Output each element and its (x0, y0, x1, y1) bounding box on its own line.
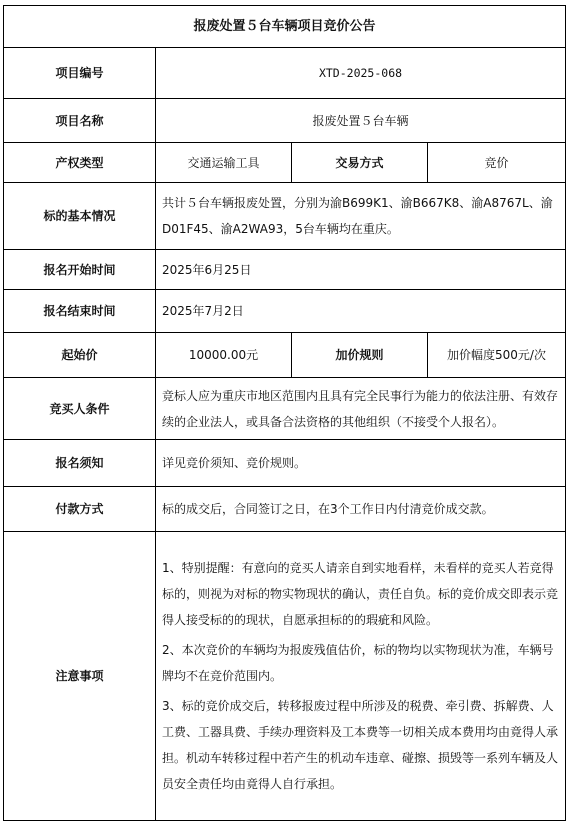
project-no-value: XTD-2025-068 (156, 48, 566, 99)
bid-rule-label: 加价规则 (292, 333, 428, 378)
payment-label: 付款方式 (4, 487, 156, 532)
basic-info-value: 共计５台车辆报废处置，分别为渝B699K1、渝B667K8、渝A8767L、渝D01F45、渝A2WA93，5台车辆均在重庆。 (156, 183, 566, 250)
register-notice-value: 详见竞价须知、竞价规则。 (156, 440, 566, 487)
notes-label: 注意事项 (4, 532, 156, 821)
project-name-value: 报废处置５台车辆 (156, 99, 566, 143)
bid-rule-value: 加价幅度500元/次 (428, 333, 566, 378)
start-price-label: 起始价 (4, 333, 156, 378)
notes-content (156, 532, 566, 821)
asset-type-value: 交通运输工具 (156, 143, 292, 183)
note-item-1: 1、特别提醒：有意向的竞买人请亲自到实地看样，未看样的竞买人若竞得标的，则视为对标的物实物现状的确认，责任自负。标的竞价成交即表示竞得人接受标的的现状，自愿承担标的的瑕疵和风险。 (162, 561, 559, 627)
asset-type-label: 产权类型 (4, 143, 156, 183)
note-item-3: 3、标的竞价成交后，转移报废过程中所涉及的税费、牵引费、拆解费、人工费、工器具费、手续办理资料及工本费等一切相关成本费用均由竟得人承担。机动车转移过程中若产生的机动车违章、碰擦、损毁等一系列车辆及人员安全责任均由竟得人自行承担。 (162, 699, 559, 791)
register-end-label: 报名结束时间 (4, 290, 156, 333)
start-price-value: 10000.00元 (156, 333, 292, 378)
register-start-label: 报名开始时间 (4, 250, 156, 290)
auction-notice-table (3, 5, 566, 821)
bidder-condition-value: 竞标人应为重庆市地区范围内且具有完全民事行为能力的依法注册、有效存续的企业法人，或具备合法资格的其他组织（不接受个人报名）。 (156, 378, 566, 440)
basic-info-label: 标的基本情况 (4, 183, 156, 250)
register-notice-label: 报名须知 (4, 440, 156, 487)
bidder-condition-label: 竞买人条件 (4, 378, 156, 440)
register-start-value: 2025年6月25日 (156, 250, 566, 290)
project-name-label: 项目名称 (4, 99, 156, 143)
project-no-label: 项目编号 (4, 48, 156, 99)
note-item-2: 2、本次竞价的车辆均为报废残值估价，标的物均以实物现状为准，车辆号牌均不在竞价范围内。 (162, 643, 554, 683)
register-end-value: 2025年7月2日 (156, 290, 566, 333)
trade-method-value: 竞价 (428, 143, 566, 183)
payment-value: 标的成交后，合同签订之日，在3个工作日内付清竞价成交款。 (156, 487, 566, 532)
notice-title: 报废处置５台车辆项目竞价公告 (4, 6, 566, 48)
trade-method-label: 交易方式 (292, 143, 428, 183)
